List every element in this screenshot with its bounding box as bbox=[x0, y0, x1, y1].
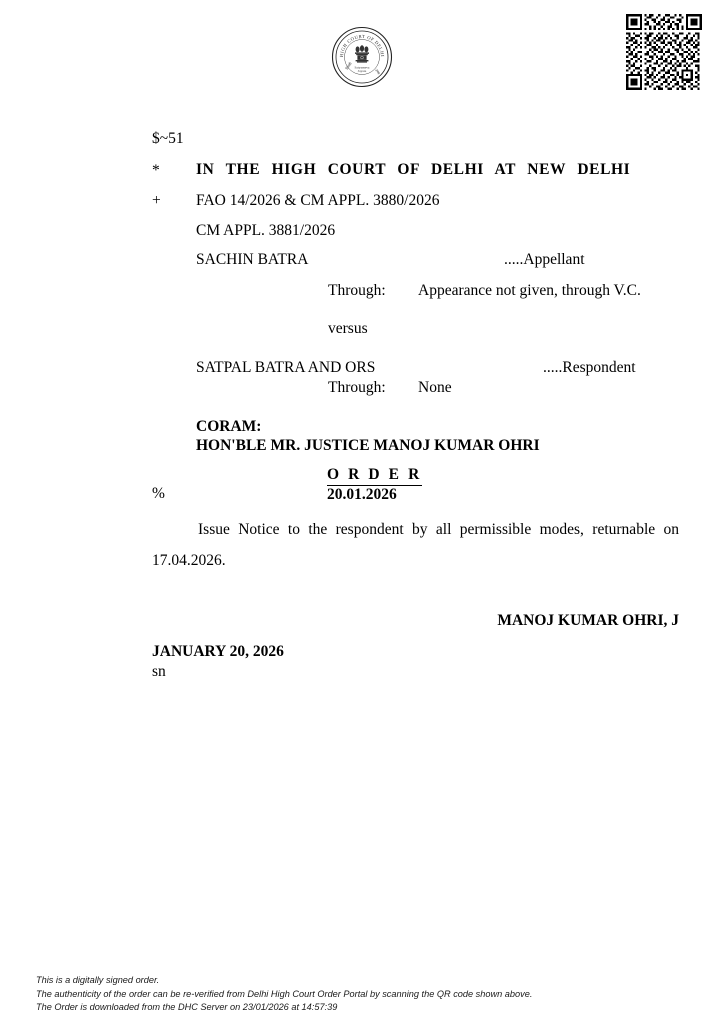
order-paragraph: Issue Notice to the respondent by all permissible modes, returnable on 17.04.2026. bbox=[152, 521, 679, 569]
footer-line-1: This is a digitally signed order. bbox=[36, 975, 160, 985]
delhi-high-court-seal-icon bbox=[331, 26, 393, 88]
respondent-tag: .....Respondent bbox=[543, 359, 636, 376]
respondent-through-label: Through: bbox=[328, 379, 386, 396]
appellant-name: SACHIN BATRA bbox=[196, 251, 309, 268]
respondent-through-value: None bbox=[418, 379, 452, 396]
svg-text:Satyameva: Satyameva bbox=[354, 65, 370, 70]
signature-initials: sn bbox=[152, 663, 166, 680]
respondent-name: SATPAL BATRA AND ORS bbox=[196, 359, 376, 376]
court-title: IN THE HIGH COURT OF DELHI AT NEW DELHI bbox=[196, 161, 631, 178]
qr-code-icon bbox=[626, 14, 702, 90]
plus-marker: + bbox=[152, 192, 161, 209]
case-number-line-1: FAO 14/2026 & CM APPL. 3880/2026 bbox=[196, 192, 440, 209]
footer-line-3: The Order is downloaded from the DHC Server on 23/01/2026 at 14:57:39 bbox=[36, 1002, 338, 1013]
case-number-line-2: CM APPL. 3881/2026 bbox=[196, 222, 336, 239]
svg-text:उच्च: उच्च bbox=[374, 68, 381, 76]
svg-text:Jayate: Jayate bbox=[357, 69, 367, 74]
svg-text:दिल्ली: दिल्ली bbox=[345, 61, 353, 71]
appellant-through-label: Through: bbox=[328, 282, 386, 299]
svg-text:HIGH COURT OF DELHI: HIGH COURT OF DELHI bbox=[338, 33, 386, 58]
coram-label: CORAM: bbox=[196, 418, 262, 435]
digital-signature-footer bbox=[36, 974, 636, 1015]
order-heading: O R D E R bbox=[327, 466, 422, 486]
percent-marker: % bbox=[152, 485, 165, 502]
order-date: 20.01.2026 bbox=[327, 486, 397, 503]
appellant-through-value: Appearance not given, through V.C. bbox=[418, 282, 641, 299]
signature-date: JANUARY 20, 2026 bbox=[152, 643, 284, 660]
footer-line-2: The authenticity of the order can be re-verified from Delhi High Court Order Portal by scanning the QR code shown above. bbox=[36, 988, 533, 999]
versus-label: versus bbox=[328, 320, 368, 337]
coram-judge-name: HON'BLE MR. JUSTICE MANOJ KUMAR OHRI bbox=[196, 437, 540, 454]
appellant-tag: .....Appellant bbox=[504, 251, 585, 268]
item-number-marker: $~51 bbox=[152, 130, 184, 147]
star-marker: * bbox=[152, 162, 160, 179]
signature-judge-name: MANOJ KUMAR OHRI, J bbox=[497, 612, 679, 629]
